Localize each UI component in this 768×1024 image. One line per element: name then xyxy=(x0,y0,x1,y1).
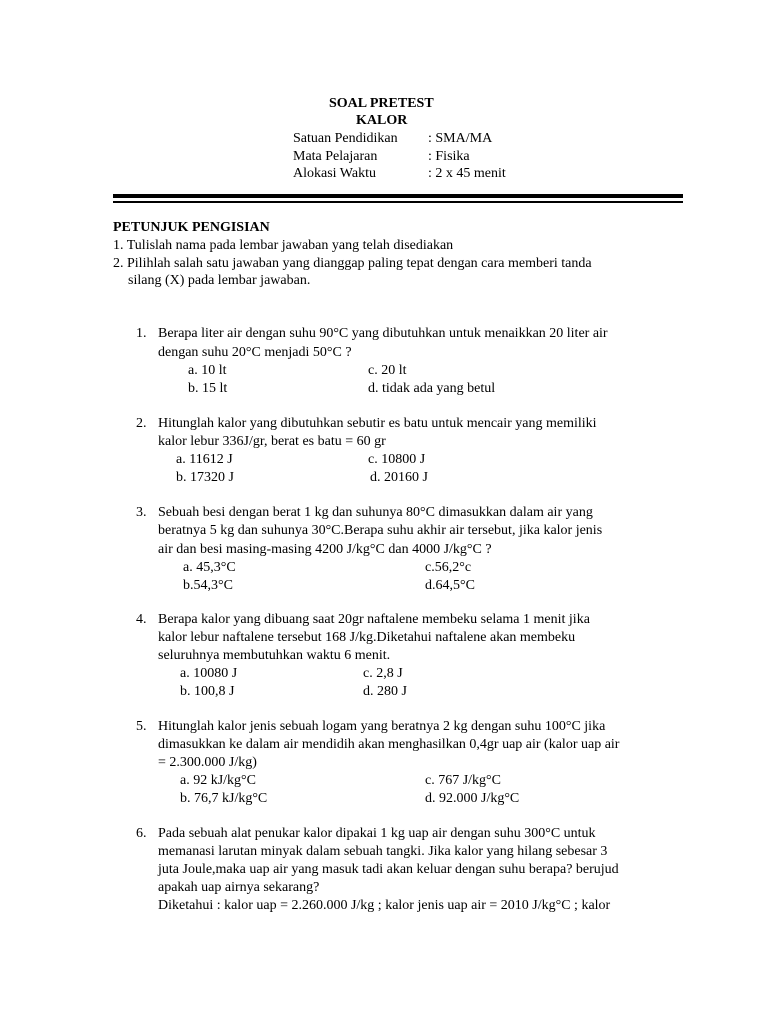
question-number: 4. xyxy=(136,612,147,627)
doc-title: SOAL PRETEST xyxy=(329,96,434,111)
option-b: b.54,3°C xyxy=(183,578,233,593)
question-text: beratnya 5 kg dan suhunya 30°C.Berapa suhu akhir air tersebut, jika kalor jenis xyxy=(158,523,603,538)
instruction-item: 2. Pilihlah salah satu jawaban yang dianggap paling tepat dengan cara memberi tanda xyxy=(113,256,592,271)
info-value-subject: : Fisika xyxy=(428,149,470,164)
option-c: c. 2,8 J xyxy=(363,666,403,681)
option-d: d. 20160 J xyxy=(370,470,428,485)
question-text: Hitunglah kalor jenis sebuah logam yang beratnya 2 kg dengan suhu 100°C jika xyxy=(158,719,606,734)
question-number: 5. xyxy=(136,719,147,734)
question-text: juta Joule,maka uap air yang masuk tadi akan keluar dengan suhu berapa? berujud xyxy=(158,862,619,877)
question-text: dimasukkan ke dalam air mendidih akan menghasilkan 0,4gr uap air (kalor uap air xyxy=(158,737,620,752)
option-b: b. 17320 J xyxy=(176,470,234,485)
info-label-time: Alokasi Waktu xyxy=(293,166,376,181)
option-a: a. 10080 J xyxy=(180,666,238,681)
question-text: Diketahui : kalor uap = 2.260.000 J/kg ; kalor jenis uap air = 2010 J/kg°C ; kalor xyxy=(158,898,611,913)
instruction-item-cont: silang (X) pada lembar jawaban. xyxy=(128,273,311,288)
option-c: c.56,2°c xyxy=(425,560,472,575)
info-label-school: Satuan Pendidikan xyxy=(293,131,398,146)
question-text: memanasi larutan minyak dalam sebuah tangki. Jika kalor yang hilang sebesar 3 xyxy=(158,844,608,859)
question-text: kalor lebur 336J/gr, berat es batu = 60 gr xyxy=(158,434,386,449)
question-text: Berapa liter air dengan suhu 90°C yang dibutuhkan untuk menaikkan 20 liter air xyxy=(158,326,608,341)
question-text: seluruhnya membutuhkan waktu 6 menit. xyxy=(158,648,391,663)
question-text: Sebuah besi dengan berat 1 kg dan suhunya 80°C dimasukkan dalam air yang xyxy=(158,505,593,520)
option-d: d. 92.000 J/kg°C xyxy=(425,791,520,806)
option-a: a. 45,3°C xyxy=(183,560,236,575)
option-b: b. 100,8 J xyxy=(180,684,235,699)
option-d: d. 280 J xyxy=(363,684,407,699)
header-divider-thick xyxy=(113,194,683,198)
option-a: a. 92 kJ/kg°C xyxy=(180,773,256,788)
question-text: Pada sebuah alat penukar kalor dipakai 1 kg uap air dengan suhu 300°C untuk xyxy=(158,826,596,841)
doc-subtitle: KALOR xyxy=(356,113,408,128)
question-text: kalor lebur naftalene tersebut 168 J/kg.Diketahui naftalene akan membeku xyxy=(158,630,576,645)
question-text: apakah uap airnya sekarang? xyxy=(158,880,320,895)
instructions-heading: PETUNJUK PENGISIAN xyxy=(113,220,270,235)
option-d: d.64,5°C xyxy=(425,578,475,593)
option-b: b. 76,7 kJ/kg°C xyxy=(180,791,268,806)
question-number: 6. xyxy=(136,826,147,841)
question-text: Berapa kalor yang dibuang saat 20gr naftalene membeku selama 1 menit jika xyxy=(158,612,590,627)
question-number: 2. xyxy=(136,416,147,431)
option-c: c. 767 J/kg°C xyxy=(425,773,501,788)
info-value-time: : 2 x 45 menit xyxy=(428,166,506,181)
option-a: a. 11612 J xyxy=(176,452,233,467)
question-text: = 2.300.000 J/kg) xyxy=(158,755,257,770)
option-d: d. tidak ada yang betul xyxy=(368,381,496,396)
option-b: b. 15 lt xyxy=(188,381,228,396)
instruction-item: 1. Tulislah nama pada lembar jawaban yang telah disediakan xyxy=(113,238,454,253)
question-text: dengan suhu 20°C menjadi 50°C ? xyxy=(158,345,352,360)
info-value-school: : SMA/MA xyxy=(428,131,493,146)
option-c: c. 20 lt xyxy=(368,363,407,378)
header-divider-thin xyxy=(113,201,683,203)
question-number: 1. xyxy=(136,326,147,341)
question-text: Hitunglah kalor yang dibutuhkan sebutir es batu untuk mencair yang memiliki xyxy=(158,416,597,431)
option-c: c. 10800 J xyxy=(368,452,426,467)
question-number: 3. xyxy=(136,505,147,520)
question-text: air dan besi masing-masing 4200 J/kg°C dan 4000 J/kg°C ? xyxy=(158,542,492,557)
option-a: a. 10 lt xyxy=(188,363,227,378)
info-label-subject: Mata Pelajaran xyxy=(293,149,378,164)
